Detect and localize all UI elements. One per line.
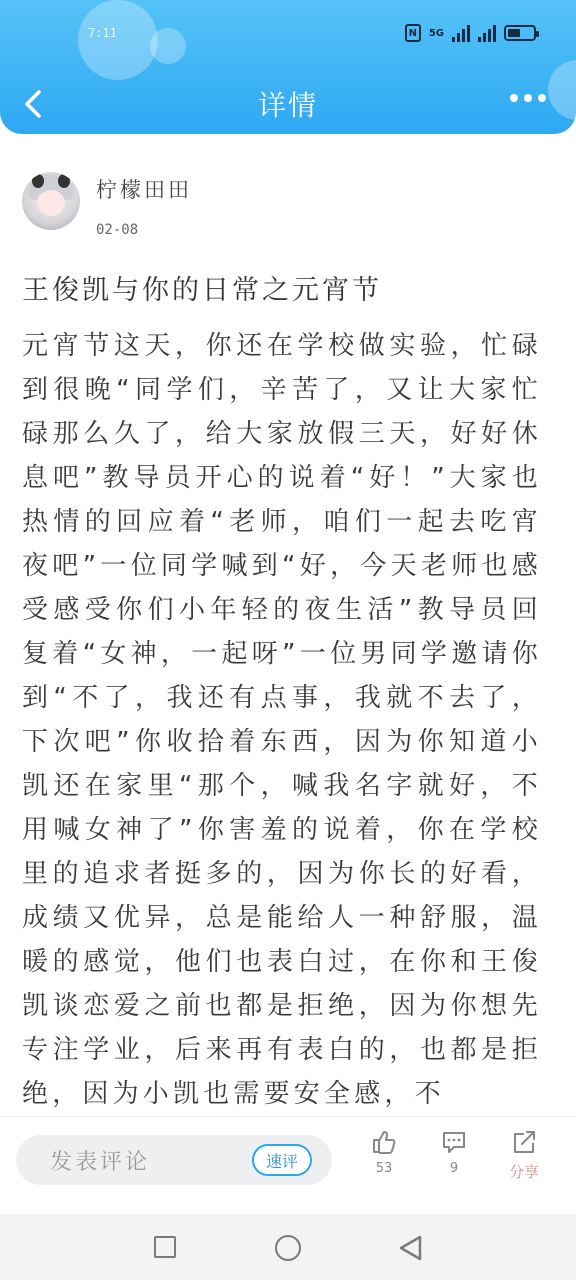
comment-count: 9 — [449, 1161, 459, 1176]
dot-icon — [524, 94, 532, 102]
share-icon — [511, 1129, 537, 1155]
thumbs-up-icon — [371, 1129, 397, 1155]
recent-apps-button[interactable] — [154, 1236, 176, 1258]
share-button[interactable] — [494, 1129, 554, 1182]
like-count: 53 — [375, 1161, 393, 1176]
status-time: 7:11 — [88, 26, 117, 40]
top-bar — [0, 0, 576, 134]
home-button[interactable] — [275, 1235, 301, 1261]
article-title: 王俊凯与你的日常之元宵节 — [22, 275, 382, 306]
share-label: 分享 — [508, 1163, 539, 1181]
quick-review-button[interactable]: 速评 — [252, 1144, 312, 1176]
article-body: 元宵节这天，你还在学校做实验，忙碌到很晚“同学们，辛苦了，又让大家忙碌那么久了，给大家放假三天，好好休息吧”教导员开心的说着“好！”大家也热情的回应着“老师，咱们一起去吃宵夜吧”一位同学喊到“好，今天老师也感受感受你们小年轻的夜生活”教导员回复着“女神，一起呀”一位男同学邀请你到“不了，我还有点事，我就不去了，下次吧”你收拾着东西，因为你知道小凯还在家里“那个，喊我名字就好，不用喊女神了”你害羞的说着，你在学校里的追求者挺多的，因为你长的好看，成绩又优异，总是能给人一种舒服，温暖的感觉，他们也表白过，在你和王俊凯谈恋爱之前也都是拒绝，因为你想先专注学业，后来再有表白的，也都是拒绝，因为小凯也需要安全感，不 — [22, 331, 542, 1109]
author-block — [22, 172, 192, 238]
signal-icon — [478, 24, 496, 42]
comment-button[interactable] — [424, 1129, 484, 1176]
author-name[interactable]: 柠檬田田 — [96, 178, 192, 202]
bottom-action-bar — [0, 1116, 576, 1214]
page-title: 详情 — [257, 89, 318, 122]
system-back-icon[interactable] — [398, 1234, 424, 1262]
nfc-icon: N — [405, 24, 421, 42]
like-button[interactable] — [354, 1129, 414, 1176]
comment-icon — [441, 1129, 467, 1155]
battery-icon — [504, 25, 536, 41]
dot-icon — [510, 94, 518, 102]
decor-bubble — [78, 0, 158, 80]
more-button[interactable] — [510, 94, 546, 102]
status-icons — [405, 24, 536, 42]
dot-icon — [538, 94, 546, 102]
comment-placeholder: 发表评论 — [50, 1149, 151, 1175]
signal-icon — [452, 24, 470, 42]
decor-bubble — [150, 28, 186, 64]
system-nav-bar — [0, 1214, 576, 1280]
avatar[interactable] — [22, 172, 80, 230]
post-date: 02-08 — [96, 222, 139, 238]
network-label: 5G — [428, 27, 444, 39]
comment-input[interactable] — [16, 1135, 332, 1185]
